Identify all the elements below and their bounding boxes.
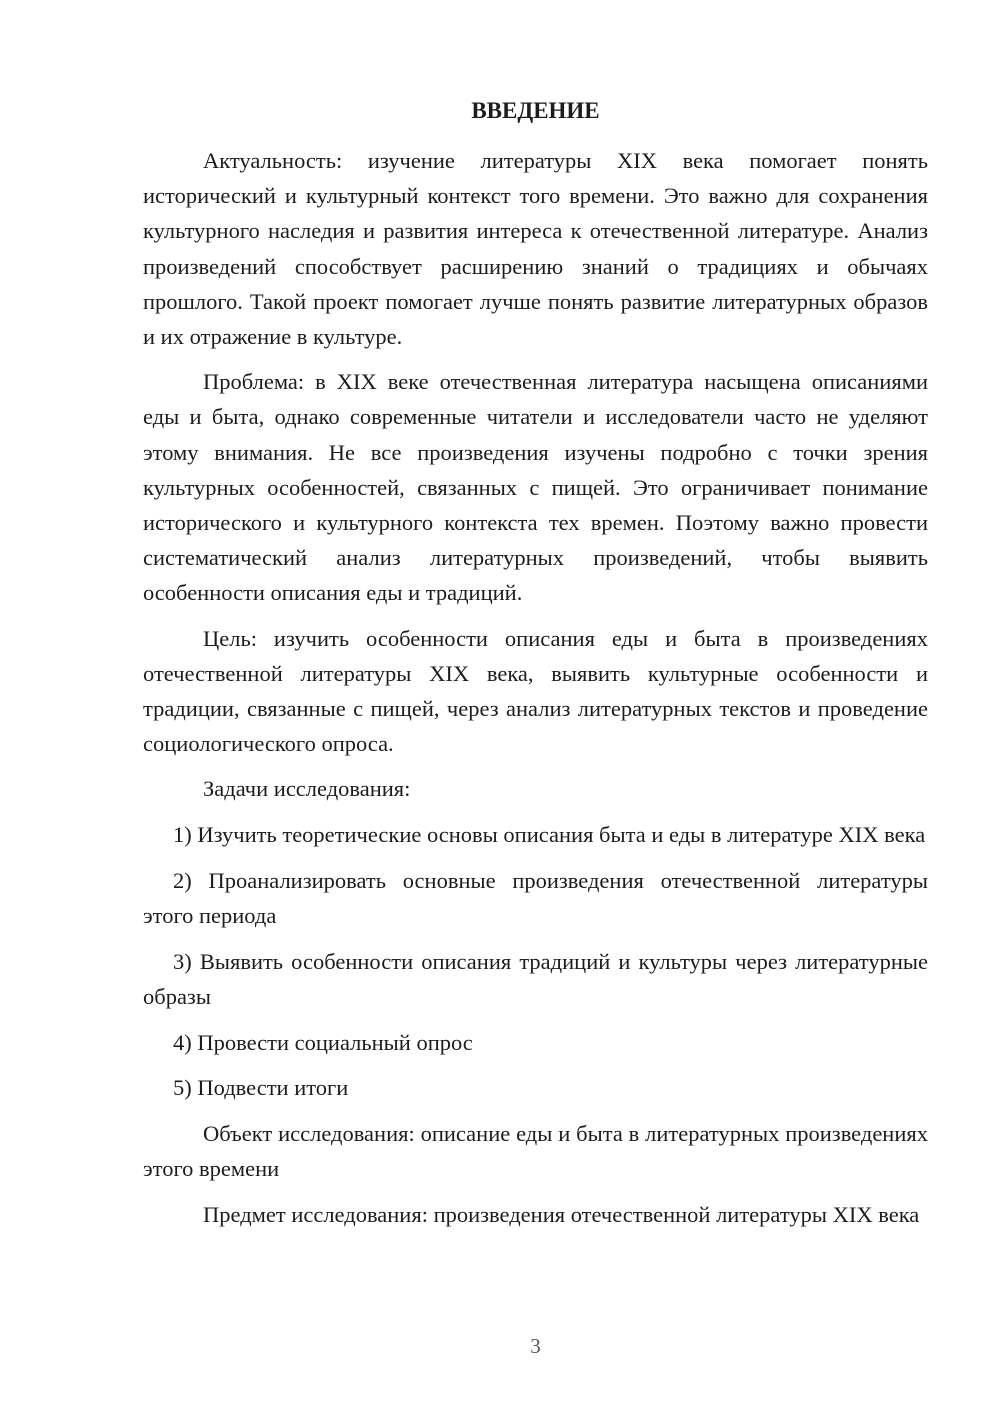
task-item-4: 4) Провести социальный опрос — [173, 1029, 473, 1055]
problem-paragraph: Проблема: в XIX веке отечественная литература насыщена описаниями еды и быта, однако современные читатели и исследователи часто не уделяют этому внимания. Не все произведения изучены подробно с точки зрения культурных особенностей, связанных с пищей. Это ограничивает понимание исторического и культурного контекста тех времен. Поэтому важно провести систематический анализ литературных произведений, чтобы выявить особенности описания еды и традиций. — [143, 369, 928, 606]
document-body — [143, 143, 928, 1232]
task-item-3: 3) Выявить особенности описания традиций и культуры через литературные образы — [143, 948, 928, 1009]
tasks-heading: Задачи исследования: — [203, 776, 411, 802]
page-number: 3 — [530, 1334, 541, 1358]
task-item-2: 2) Проанализировать основные произведения отечественной литературы этого периода — [143, 867, 928, 929]
object-paragraph: Объект исследования: описание еды и быта в литературных произведениях этого времени — [143, 1121, 928, 1182]
section-heading: ВВЕДЕНИЕ — [471, 98, 600, 123]
task-item-5: 5) Подвести итоги — [173, 1075, 349, 1101]
task-item-1: 1) Изучить теоретические основы описания быта и еды в литературе XIX века — [173, 822, 926, 848]
relevance-paragraph: Актуальность: изучение литературы XIX века помогает понять исторический и культурный контекст того времени. Это важно для сохранения культурного наследия и развития интереса к отечественной литературе. Анализ произведений способствует расширению знаний о традициях и обычаях прошлого. Такой проект помогает лучше понять развитие литературных образов и их отражение в культуре. — [143, 148, 928, 350]
subject-paragraph: Предмет исследования: произведения отечественной литературы XIX века — [203, 1201, 920, 1227]
goal-paragraph: Цель: изучить особенности описания еды и быта в произведениях отечественной литературы XIX века, выявить культурные особенности и традиции, связанные с пищей, через анализ литературных текстов и проведение социологического опроса. — [143, 625, 928, 757]
